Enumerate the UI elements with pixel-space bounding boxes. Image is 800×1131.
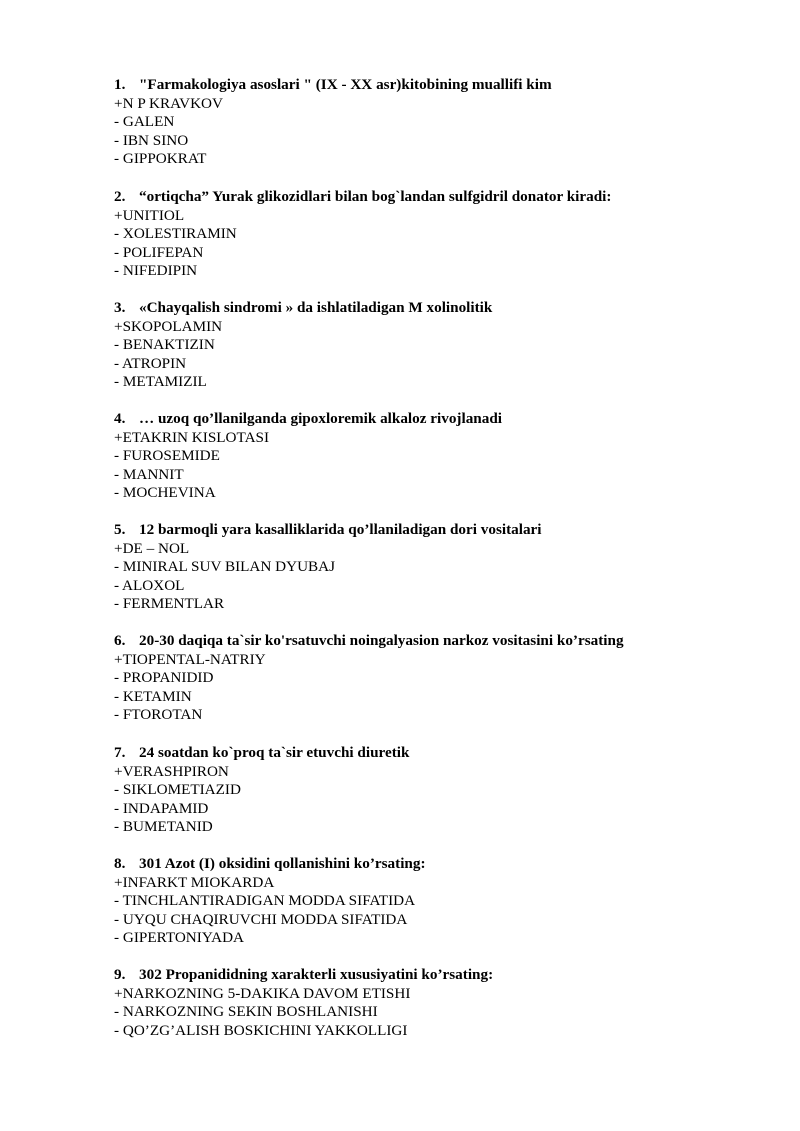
question-9 [114,966,754,1040]
question-title [114,76,754,95]
question-text: 24 soatdan ko`proq ta`sir etuvchi diuretik [139,744,410,761]
question-title [114,410,754,429]
question-6 [114,632,754,725]
answer-option: - BUMETANID [114,818,213,836]
answer-option: - ALOXOL [114,576,185,594]
answer-option: - SIKLOMETIAZID [114,781,241,799]
question-title [114,632,754,651]
answer-option: - PROPANIDID [114,669,214,687]
answer-option: - KETAMIN [114,687,192,705]
question-4 [114,410,754,503]
question-title [114,188,754,207]
question-title [114,966,754,985]
question-number: 7. [114,744,126,761]
question-number: 8. [114,855,126,872]
correct-answer: +VERASHPIRON [114,762,229,780]
answer-option: - NARKOZNING SEKIN BOSHLANISHI [114,1003,378,1021]
question-text: 12 barmoqli yara kasalliklarida qo’llaniladigan dori vositalari [139,521,542,538]
answer-option: - QO’ZG’ALISH BOSKICHINI YAKKOLLIGI [114,1021,408,1039]
correct-answer: +NARKOZNING 5-DAKIKA DAVOM ETISHI [114,984,411,1002]
question-1 [114,76,754,169]
question-8 [114,855,754,948]
correct-answer: +ETAKRIN KISLOTASI [114,428,270,446]
answer-option: - BENAKTIZIN [114,336,215,354]
question-number: 1. [114,76,126,93]
answer-option: - POLIFEPAN [114,243,204,261]
answer-option: - XOLESTIRAMIN [114,225,237,243]
answer-option: - UYQU CHAQIRUVCHI MODDA SIFATIDA [114,910,408,928]
question-7 [114,744,754,837]
correct-answer: +UNITIOL [114,206,185,224]
correct-answer: +TIOPENTAL-NATRIY [114,650,266,668]
question-text: 301 Azot (I) oksidini qollanishini ko’rsating: [139,855,426,872]
answer-option: - TINCHLANTIRADIGAN MODDA SIFATIDA [114,892,416,910]
answer-option: - MOCHEVINA [114,484,216,502]
question-number: 4. [114,410,126,427]
answer-option: - MANNIT [114,465,184,483]
answer-option: - MINIRAL SUV BILAN DYUBAJ [114,558,336,576]
question-text: «Chayqalish sindromi » da ishlatiladigan M xolinolitik [139,299,493,316]
question-number: 9. [114,966,126,983]
answer-option: - METAMIZIL [114,373,207,391]
question-text: 20-30 daqiqa ta`sir ko'rsatuvchi noingalyasion narkoz vositasini ko’rsating [139,632,624,649]
correct-answer: +INFARKT MIOKARDA [114,873,275,891]
question-text: "Farmakologiya asoslari " (IX - XX asr)kitobining muallifi kim [139,76,552,93]
answer-option: - NIFEDIPIN [114,262,198,280]
answer-option: - GALEN [114,113,175,131]
question-title [114,855,754,874]
question-number: 6. [114,632,126,649]
correct-answer: +N P KRAVKOV [114,94,223,112]
question-text: “ortiqcha” Yurak glikozidlari bilan bog`landan sulfgidril donator kiradi: [139,188,612,205]
question-text: 302 Propanididning xarakterli xususiyatini ko’rsating: [139,966,494,983]
question-title [114,521,754,540]
answer-option: - IBN SINO [114,131,189,149]
question-2 [114,188,754,281]
answer-option: - FUROSEMIDE [114,447,220,465]
question-title [114,744,754,763]
correct-answer: +SKOPOLAMIN [114,317,223,335]
answer-option: - FERMENTLAR [114,595,225,613]
question-number: 3. [114,299,126,316]
correct-answer: +DE – NOL [114,539,190,557]
question-number: 2. [114,188,126,205]
question-text: … uzoq qo’llanilganda gipoxloremik alkaloz rivojlanadi [139,410,503,427]
answer-option: - ATROPIN [114,354,187,372]
question-5 [114,521,754,614]
answer-option: - GIPPOKRAT [114,150,207,168]
answer-option: - INDAPAMID [114,799,209,817]
answer-option: - FTOROTAN [114,706,203,724]
question-title [114,299,754,318]
answer-option: - GIPERTONIYADA [114,929,245,947]
question-number: 5. [114,521,126,538]
question-3 [114,299,754,392]
